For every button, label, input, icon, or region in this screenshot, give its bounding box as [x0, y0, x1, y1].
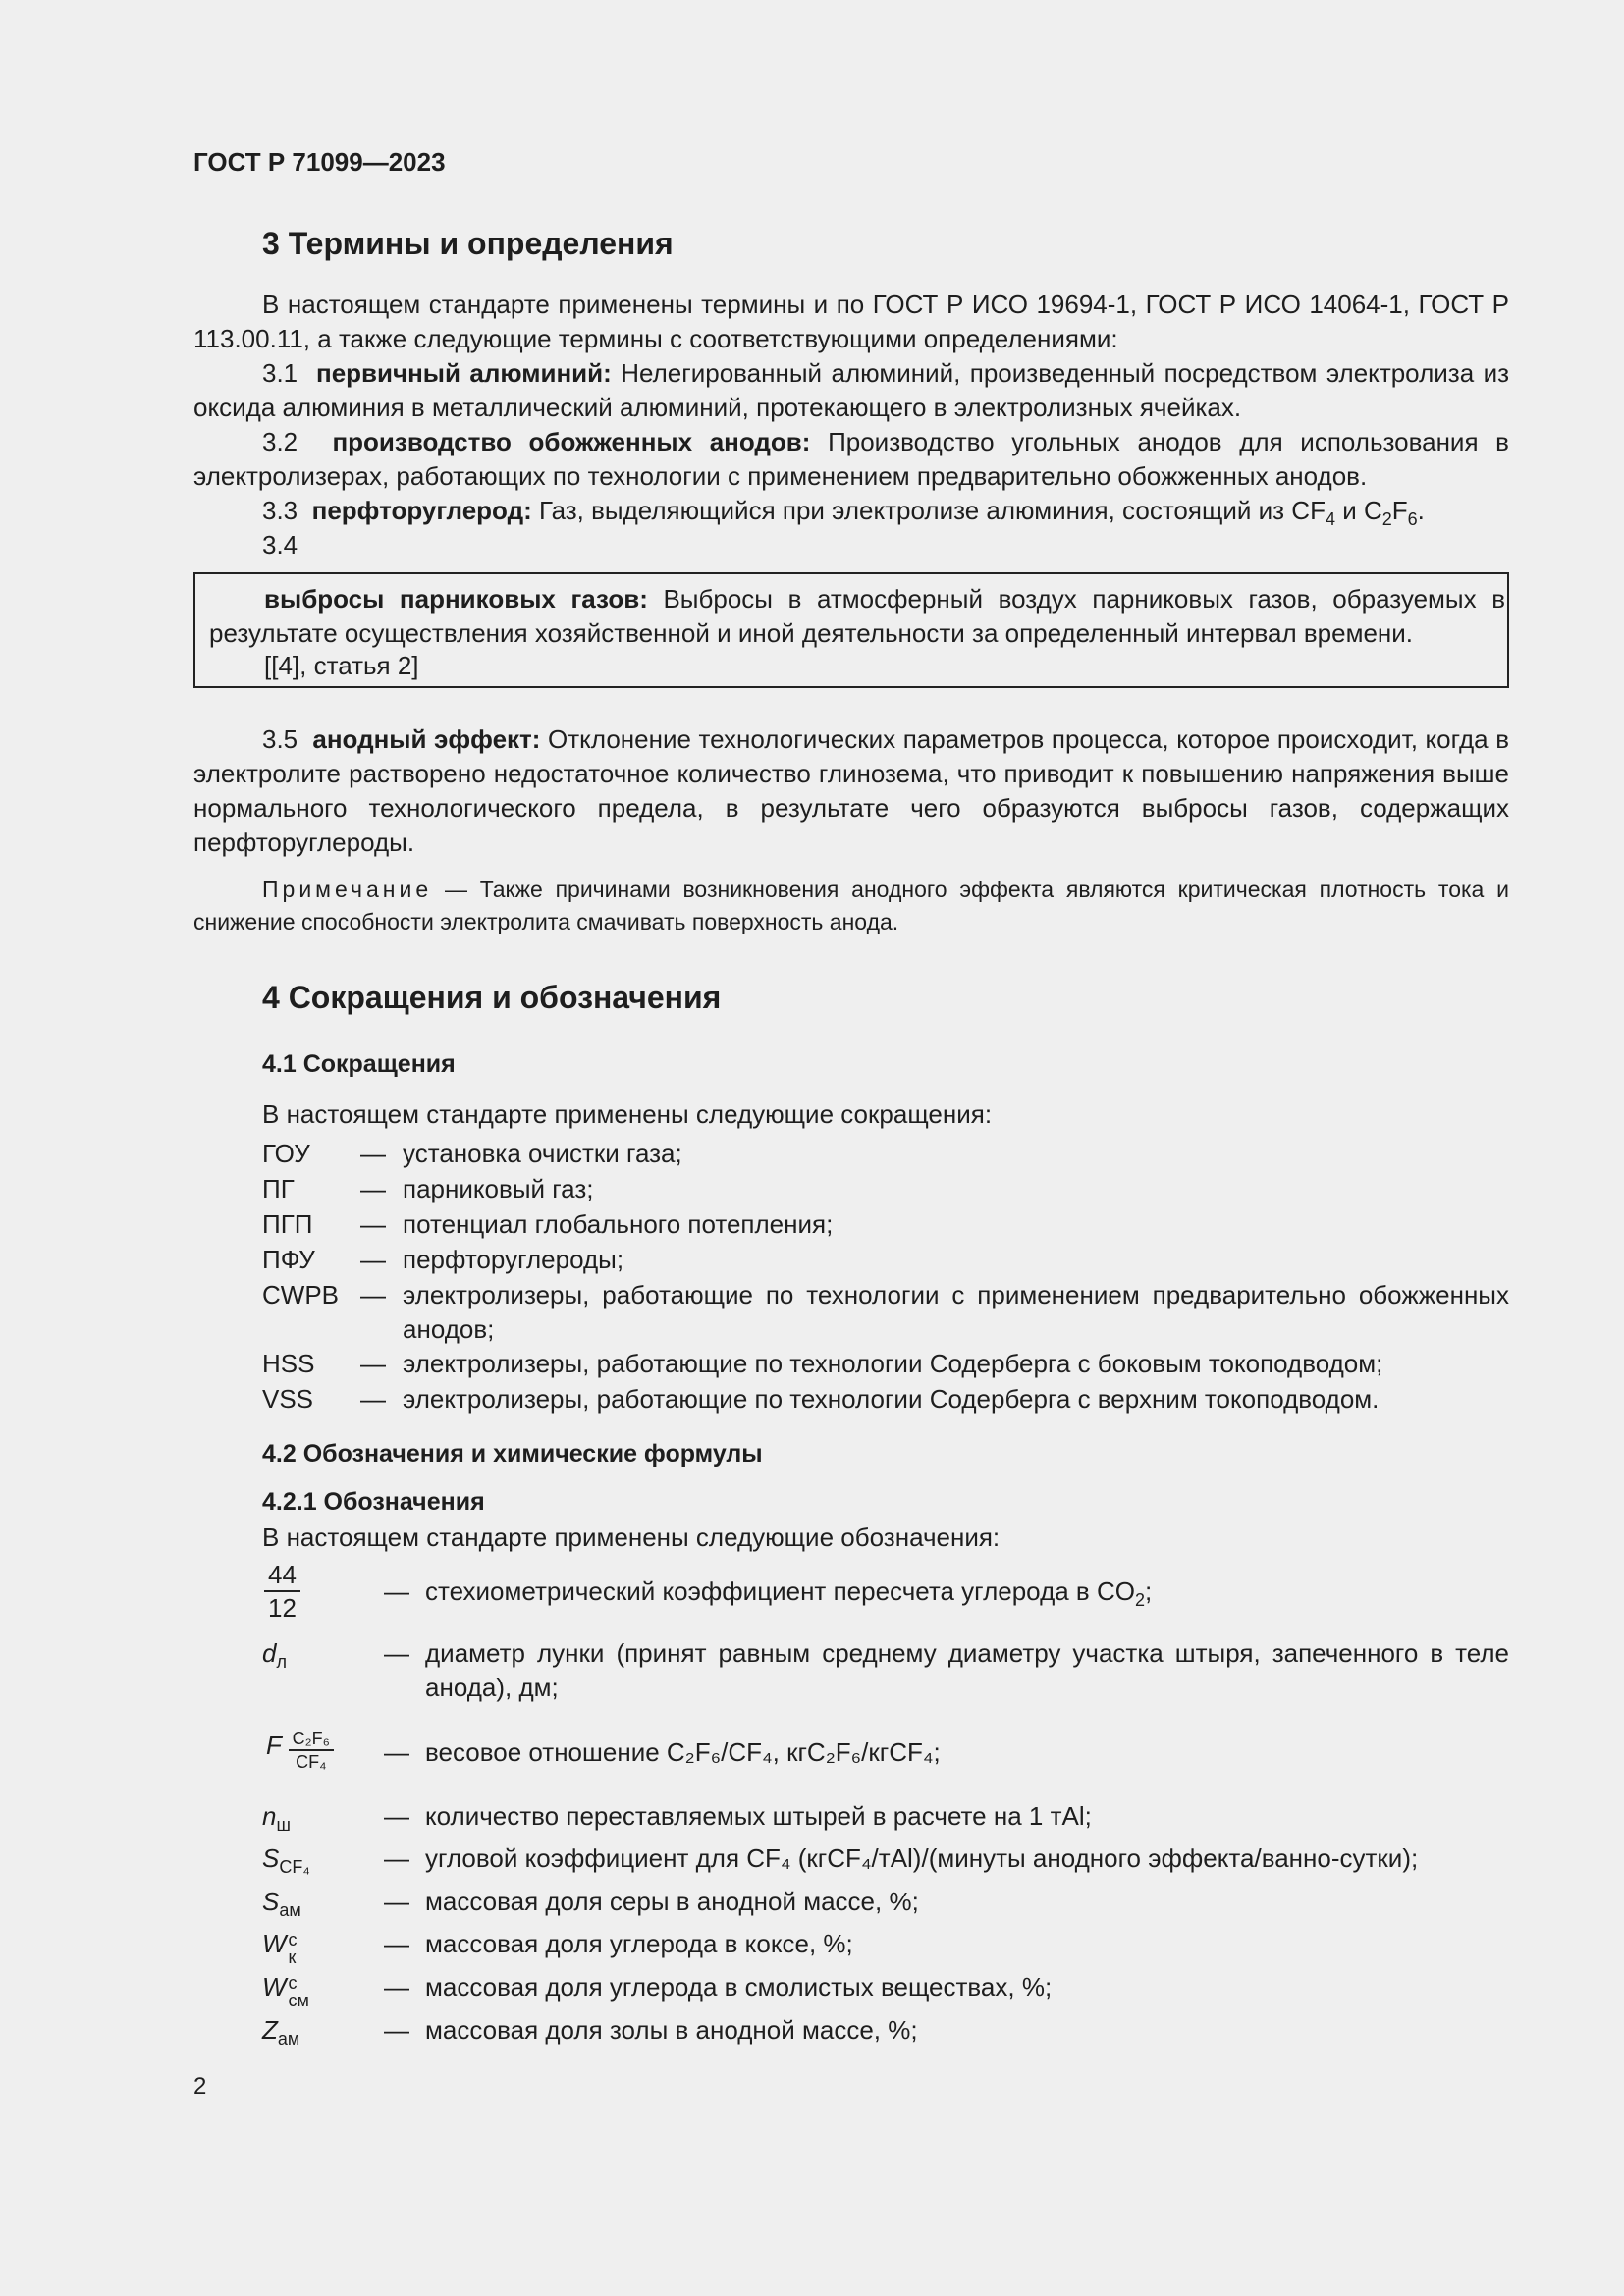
- note-text: — Также причинами возникновения анодного эффекта являются критическая плотность тока и снижение способности электролита смачивать поверхность анода.: [193, 877, 1509, 934]
- section-3-title: 3 Термины и определения: [262, 226, 674, 261]
- symbol: $S_{ам}$: [262, 1887, 301, 1920]
- term-definition: Нелегированный алюминий, произведенный посредством электролиза из оксида алюминия в металлический алюминий, протекающего в электролизных ячейках.: [193, 358, 1510, 422]
- page-number: 2: [193, 2073, 207, 2100]
- symbol: $n_ш$: [262, 1801, 291, 1835]
- abbreviation-code: ГОУ: [262, 1139, 310, 1168]
- abbreviation-code: ПФУ: [262, 1245, 315, 1274]
- abbreviation-code: ПГ: [262, 1174, 295, 1203]
- term-title: выбросы парниковых газов:: [264, 584, 648, 614]
- symbol: W с к: [262, 1929, 298, 1967]
- symbol: [264, 1559, 300, 1626]
- symbol: F $\frac{\text{C₂F₆}}{\text{CF₄}}$: [266, 1714, 334, 1763]
- term-number: 3.3: [262, 496, 298, 525]
- term-3-2: [193, 425, 1509, 494]
- abbreviation-code: VSS: [262, 1384, 314, 1414]
- symbol-row: $d_л$ — диаметр лунки (принят равным среднему диаметру участка штыря, запеченного в теле анода), дм;: [262, 1636, 1509, 1705]
- symbol: W с см: [262, 1972, 309, 2010]
- symbol-description: массовая доля золы в анодной массе, %;: [425, 2015, 918, 2045]
- abbreviation-text: установка очистки газа;: [403, 1139, 682, 1168]
- note-label: Примечание: [262, 877, 433, 902]
- abbreviation-text: потенциал глобального потепления;: [403, 1209, 834, 1239]
- section-3-intro: В настоящем стандарте применены термины и по ГОСТ Р ИСО 19694-1, ГОСТ Р ИСО 14064-1, ГОСТ Р 113.00.11, а также следующие термины с соответствующими определениями:: [193, 290, 1509, 353]
- symbol: $Z_{ам}$: [262, 2015, 300, 2049]
- symbol-description: угловой коэффициент для CF₄ (кгCF₄/тAl)/(минуты анодного эффекта/ванно-сутки);: [425, 1843, 1419, 1873]
- term-3-1: [193, 356, 1509, 425]
- term-title: первичный алюминий:: [316, 358, 612, 388]
- symbol-description: количество переставляемых штырей в расчете на 1 тAl;: [425, 1801, 1092, 1831]
- document-header: ГОСТ Р 71099—2023: [193, 147, 446, 177]
- term-3-3: 3.3 перфторуглерод: Газ, выделяющийся при электролизе алюминия, состоящий из $CF_4$ и $C_2F_6$.: [262, 496, 1425, 529]
- term-title: перфторуглерод:: [311, 496, 532, 525]
- abbreviation-code: ПГП: [262, 1209, 313, 1239]
- symbol-description: массовая доля углерода в смолистых веществах, %;: [425, 1972, 1053, 2002]
- symbol: $d_л$: [262, 1638, 287, 1672]
- term-3-5: [193, 722, 1509, 860]
- section-4-2-title: 4.2 Обозначения и химические формулы: [262, 1440, 763, 1468]
- symbol-description: массовая доля серы в анодной массе, %;: [425, 1887, 919, 1916]
- symbol-row: $n_ш$ — количество переставляемых штырей в расчете на 1 тAl;: [262, 1799, 1509, 1839]
- symbol-description: весовое отношение C₂F₆/CF₄, кгC₂F₆/кгCF₄;: [425, 1737, 941, 1767]
- term-title: производство обожженных анодов:: [332, 427, 811, 456]
- section-4-1-title: 4.1 Сокращения: [262, 1050, 456, 1078]
- term-3-4-box: [193, 572, 1509, 688]
- symbol-description: стехиометрический коэффициент пересчета углерода в $CO_2$;: [425, 1576, 1153, 1610]
- term-definition: Газ, выделяющийся при электролизе алюминия, состоящий из CF: [531, 496, 1326, 525]
- symbol-row: W с см — массовая доля углерода в смолистых веществах, %;: [262, 1970, 1509, 2009]
- fraction: $\frac{\text{C₂F₆}}{\text{CF₄}}$: [289, 1728, 334, 1773]
- term-3-4-number: 3.4: [262, 530, 298, 560]
- fraction: $\frac{44}{12}$: [264, 1559, 300, 1624]
- abbreviation-text: перфторуглероды;: [403, 1245, 624, 1274]
- section-4-1-intro: В настоящем стандарте применены следующие сокращения:: [262, 1099, 993, 1129]
- symbol-row: $S_{CF_4}$ — угловой коэффициент для CF₄ (кгCF₄/тAl)/(минуты анодного эффекта/ванно-сутки);: [262, 1842, 1509, 1881]
- section-4-title: 4 Сокращения и обозначения: [262, 980, 722, 1015]
- term-title: анодный эффект:: [312, 724, 541, 754]
- symbol-row: $\frac{44}{12}$ — стехиометрический коэффициент пересчета углерода в $CO_2$;: [262, 1559, 1509, 1628]
- abbreviation-text: электролизеры, работающие по технологии Содерберга с верхним токоподводом.: [403, 1384, 1380, 1414]
- term-number: 3.2: [262, 427, 298, 456]
- term-definition: Производство угольных анодов для использования в электролизерах, работающих по технологии с применением предварительно обожженных анодов.: [193, 427, 1509, 491]
- symbol-row: W с к — массовая доля углерода в коксе, %;: [262, 1927, 1509, 1966]
- section-4-2-1-title: 4.2.1 Обозначения: [262, 1488, 485, 1516]
- abbreviation-text: парниковый газ;: [403, 1174, 594, 1203]
- symbol: $S_{CF_4}$: [262, 1843, 310, 1877]
- abbreviation-code: CWPB: [262, 1280, 339, 1309]
- abbreviation-text: электролизеры, работающие по технологии с применением предварительно обожженных анодов;: [403, 1280, 1509, 1344]
- abbreviation-code: HSS: [262, 1349, 315, 1378]
- abbreviation-text: электролизеры, работающие по технологии Содерберга с боковым токоподводом;: [403, 1349, 1383, 1378]
- term-definition: Выбросы в атмосферный воздух парниковых газов, образуемых в результате осуществления хозяйственной и иной деятельности за определенный интервал времени.: [209, 584, 1506, 648]
- note: [193, 874, 1509, 938]
- symbol-description: диаметр лунки (принят равным среднему диаметру участка штыря, запеченного в теле анода), дм;: [425, 1638, 1509, 1702]
- term-3-4-reference: [[4], статья 2]: [264, 651, 419, 680]
- symbol-description: массовая доля углерода в коксе, %;: [425, 1929, 853, 1958]
- symbol-row: $Z_{ам}$ — массовая доля золы в анодной массе, %;: [262, 2013, 1509, 2053]
- section-4-2-1-intro: В настоящем стандарте применены следующие обозначения:: [262, 1522, 1001, 1552]
- term-definition: Отклонение технологических параметров процесса, которое происходит, когда в электролите растворено недостаточное количество глинозема, что приводит к повышению напряжения выше нормального технологического предела, в результате чего образуются выбросы газов, содержащих перфторуглероды.: [193, 724, 1510, 857]
- symbol-row: $S_{ам}$ — массовая доля серы в анодной массе, %;: [262, 1885, 1509, 1924]
- term-number: 3.1: [262, 358, 298, 388]
- term-3-4: [209, 582, 1505, 651]
- symbol-row: F $\frac{\text{C₂F₆}}{\text{CF₄}}$ — весовое отношение C₂F₆/CF₄, кгC₂F₆/кгCF₄;: [262, 1714, 1509, 1792]
- term-number: 3.5: [262, 724, 298, 754]
